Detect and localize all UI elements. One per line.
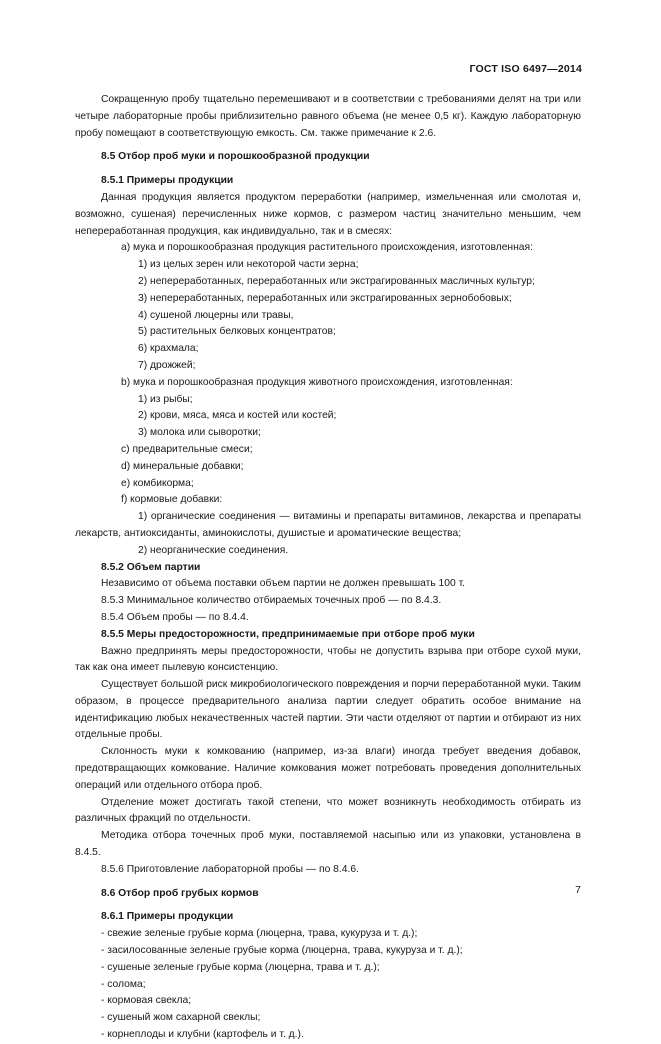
list-item-f-1: 1) органические соединения — витамины и препараты витаминов, лекарства и препараты лекарств, антиоксиданты, аминокислоты, душистые и ароматические вещества; bbox=[75, 511, 581, 539]
list-item-a-4: 4) сушеной люцерны или травы, bbox=[138, 309, 294, 321]
dash-item-6: - сушеный жом сахарной свеклы; bbox=[101, 1012, 261, 1024]
list-item-b-3: 3) молока или сыворотки; bbox=[138, 427, 261, 439]
list-item-b-2: 2) крови, мяса, мяса и костей или костей; bbox=[138, 410, 337, 422]
intro-paragraph: Сокращенную пробу тщательно перемешивают и в соответствии с требованиями делят на три или четыре лабораторные пробы приблизительно равного объема (не менее 0,5 кг). Каждую лабораторную пробу помещают в соответствующую емкость. См. также примечание к 2.6. bbox=[75, 94, 581, 139]
list-item-a-3: 3) непереработанных, переработанных или экстрагированных зернобобовых; bbox=[138, 292, 512, 304]
section-8-5-4-text: 8.5.4 Объем пробы — по 8.4.4. bbox=[101, 611, 249, 623]
list-item-a-6: 6) крахмала; bbox=[138, 343, 199, 355]
dash-item-4: - солома; bbox=[101, 978, 146, 990]
list-item-a: a) мука и порошкообразная продукция растительного происхождения, изготовленная: bbox=[121, 242, 533, 254]
section-8-5-2-heading: 8.5.2 Объем партии bbox=[101, 561, 201, 573]
section-8-5-3-text: 8.5.3 Минимальное количество отбираемых точечных проб — по 8.4.3. bbox=[101, 595, 442, 607]
dash-item-1: - свежие зеленые грубые корма (люцерна, трава, кукуруза и т. д.); bbox=[101, 928, 418, 940]
list-item-a-1: 1) из целых зерен или некоторой части зерна; bbox=[138, 259, 359, 271]
list-item-b: b) мука и порошкообразная продукция животного происхождения, изготовленная: bbox=[121, 376, 513, 388]
section-8-5-5-paragraph-5: Методика отбора точечных проб муки, поставляемой насыпью или из упаковки, установлена в 8.4.5. bbox=[75, 830, 581, 859]
dash-item-2: - засилосованные зеленые грубые корма (люцерна, трава, кукуруза и т. д.); bbox=[101, 945, 463, 957]
section-8-6-heading: 8.6 Отбор проб грубых кормов bbox=[101, 887, 259, 899]
list-item-a-2: 2) непереработанных, переработанных или экстрагированных масличных культур; bbox=[138, 275, 535, 287]
dash-item-5: - кормовая свекла; bbox=[101, 995, 192, 1007]
page-number: 7 bbox=[575, 884, 581, 896]
dash-item-7: - корнеплоды и клубни (картофель и т. д.). bbox=[101, 1029, 304, 1041]
section-8-5-5-paragraph-2: Существует большой риск микробиологического повреждения и порчи переработанной муки. Таким образом, в процессе предварительного анализа партии следует обратить особое внимание на идентификацию любых некачественных частей партии. Эти части отделяют от партии и отбирают из них отдельные пробы. bbox=[75, 679, 581, 741]
list-item-c: c) предварительные смеси; bbox=[121, 443, 253, 455]
standard-code-header: ГОСТ ISO 6497—2014 bbox=[469, 63, 582, 75]
section-8-5-6-text: 8.5.6 Приготовление лабораторной пробы — по 8.4.6. bbox=[101, 863, 359, 875]
section-8-5-5-heading: 8.5.5 Меры предосторожности, предпринимаемые при отборе проб муки bbox=[101, 628, 475, 640]
section-8-5-1-heading: 8.5.1 Примеры продукции bbox=[101, 175, 234, 187]
list-item-a-7: 7) дрожжей; bbox=[138, 359, 196, 371]
section-8-5-5-paragraph-3: Склонность муки к комкованию (например, из-за влаги) иногда требует введения добавок, предотвращающих комкование. Наличие комкования может потребовать проведения дополнительных операций или отдельного отбора проб. bbox=[75, 746, 581, 791]
list-item-e: e) комбикорма; bbox=[121, 477, 194, 489]
page-content bbox=[75, 92, 581, 1044]
list-item-f: f) кормовые добавки: bbox=[121, 494, 223, 506]
section-8-5-5-paragraph-4: Отделение может достигать такой степени, что может возникнуть необходимость отбирать из различных фракций по отдельности. bbox=[75, 796, 581, 825]
section-8-6-1-heading: 8.6.1 Примеры продукции bbox=[101, 911, 234, 923]
section-8-5-5-paragraph-1: Важно предпринять меры предосторожности, чтобы не допустить взрыва при отборе сухой муки, так как она имеет пылевую консистенцию. bbox=[75, 645, 581, 674]
list-item-b-1: 1) из рыбы; bbox=[138, 393, 193, 405]
list-item-f-2: 2) неорганические соединения. bbox=[138, 544, 289, 556]
section-8-5-heading: 8.5 Отбор проб муки и порошкообразной продукции bbox=[101, 151, 370, 163]
list-item-a-5: 5) растительных белковых концентратов; bbox=[138, 326, 336, 338]
section-8-5-2-text: Независимо от объема поставки объем партии не должен превышать 100 т. bbox=[101, 578, 466, 590]
dash-item-3: - сушеные зеленые грубые корма (люцерна, трава и т. д.); bbox=[101, 961, 380, 973]
list-item-d: d) минеральные добавки; bbox=[121, 460, 244, 472]
section-8-5-1-text: Данная продукция является продуктом переработки (например, измельченная или смолотая и, возможно, сушеная) перечисленных ниже кормов, с размером частиц значительно меньшим, чем непереработанная продукция, как индивидуально, так и в смесях: bbox=[75, 191, 581, 237]
